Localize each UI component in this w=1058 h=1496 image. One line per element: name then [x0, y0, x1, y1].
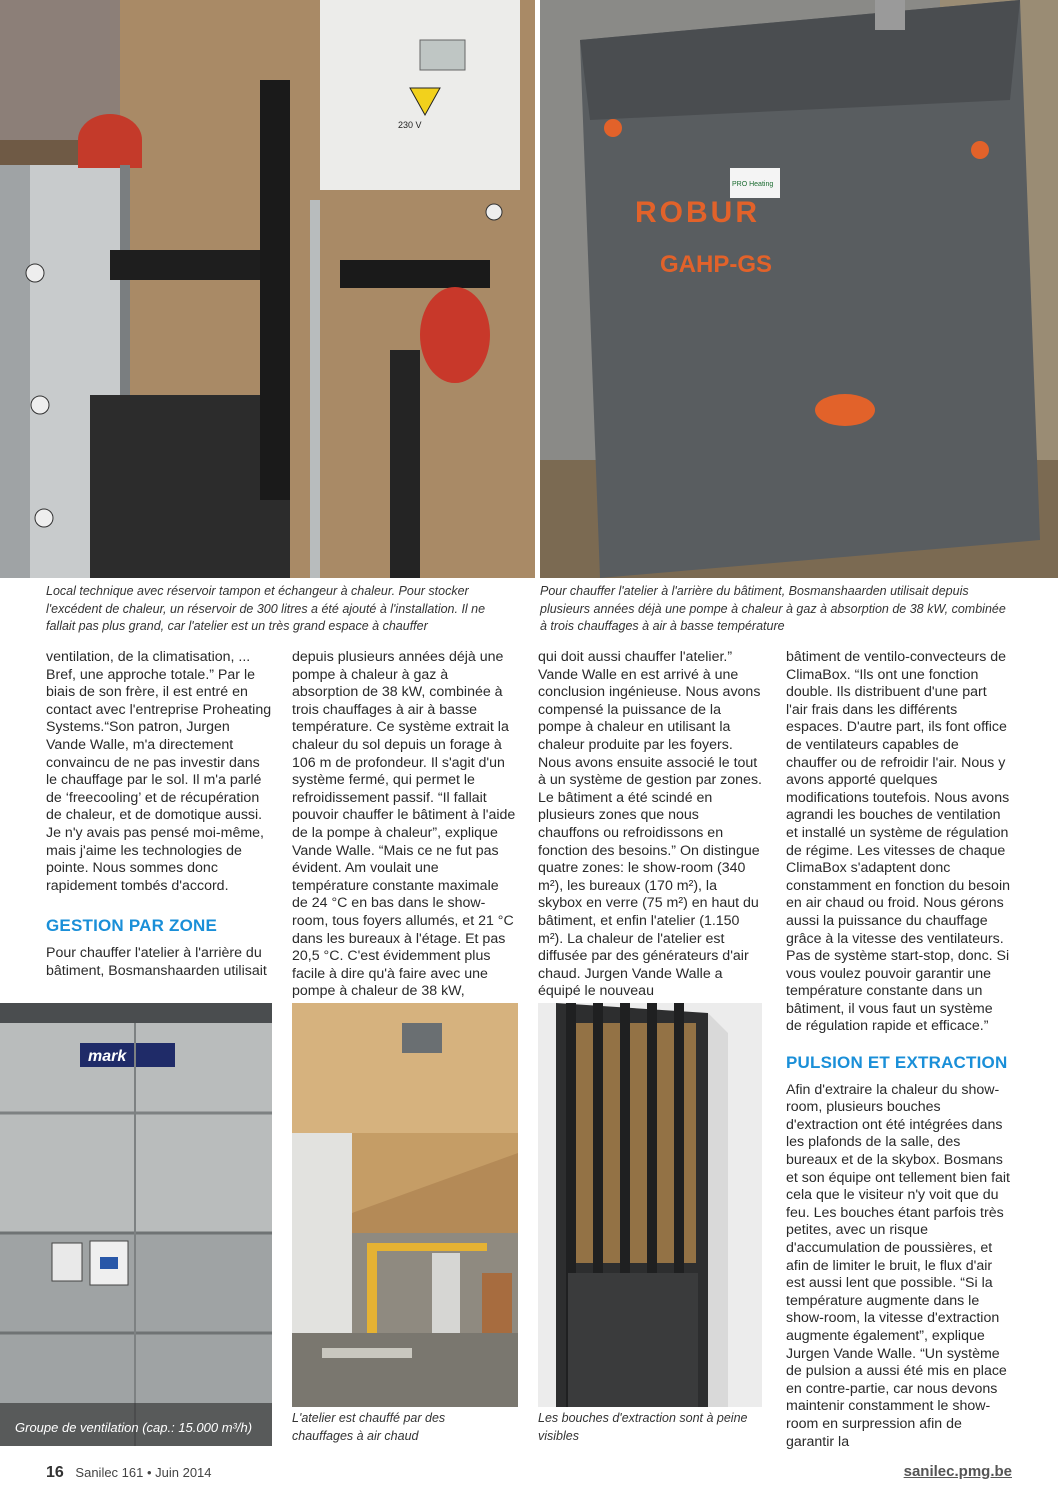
text-column-4 [786, 649, 1012, 1451]
page-number: 16 [46, 1464, 64, 1481]
robur-brand-text: ROBUR [635, 196, 760, 229]
photo-workshop [292, 1003, 518, 1407]
heading-pulsion-et-extraction: PULSION ET EXTRACTION [786, 1053, 1008, 1073]
footer-issue-info [46, 1464, 212, 1482]
gahp-model-text: GAHP-GS [660, 251, 773, 278]
column-2-paragraph-1: depuis plusieurs années déjà une pompe à chaleur à gaz à absorption de 38 kW, combinée à trois chauffages à air à basse température. Ce système extrait la chaleur du sol depuis un forage à 106 m de profondeur. Il s'agit d'un système fermé, qui permet le refroidissement passif. “Il fallait pouvoir chauffer le bâtiment à l'aide de la pompe à chaleur”, explique Vande Walle. “Mais ce ne fut pas évident. Am voulait une température constante maximale de 24 °C en bas dans le show-room, tous foyers allumés, et 21 °C dans les bureaux à l'étage. Et pas 20,5 °C. C'est évidemment plus facile à dire qu'à faire avec une pompe à chaleur de 38 kW, [292, 649, 516, 1000]
column-1-paragraph-1: ventilation, de la climatisation, ... Bref, une approche totale.” Par le biais de son frère, il est entré en contact avec l'entreprise Proheating Systems.“Son patron, Jurgen Vande Walle, m'a directement convaincu de ne pas investir dans le chauffage par le sol. Il m'a parlé de ‘freecooling’ et de récupération de chaleur, et de domotique aussi. Je n'y avais pas pensé moi-même, mais j'aime les technologies de pointe. Nous sommes donc rapidement tombés d'accord. [46, 649, 272, 894]
caption-photo-2: Pour chauffer l'atelier à l'arrière du bâtiment, Bosmanshaarden utilisait depuis plusieurs années déjà une pompe à chaleur à gaz à absorption de 38 kW, combinée à trois chauffages à air à basse température [540, 584, 1006, 633]
photo-robur-heat-pump [540, 0, 1058, 578]
voltage-sign-label: 230 V [398, 120, 422, 130]
heading-gestion-par-zone: GESTION PAR ZONE [46, 916, 218, 936]
column-3-paragraph-1: qui doit aussi chauffer l'atelier.” Vande Walle en est arrivé à une conclusion ingénieuse. Nous avons compensé la puissance de la pompe à chaleur en utilisant la chaleur produite par les foyers. Nous avons ensuite associé le tout à un système de gestion par zones. Le bâtiment a été scindé en plusieurs zones que nous chauffons ou refroidissons en fonction des besoins.” On distingue quatre zones: le show-room (340 m²), les bureaux (170 m²), la skybox en verre (75 m²) en haut du bâtiment, et enfin l'atelier (1.150 m²). La chaleur de l'atelier est diffusée par des générateurs d'air chaud. Jurgen Vande Walle a équipé le nouveau [538, 649, 762, 1000]
caption-photo-3: Groupe de ventilation (cap.: 15.000 m³/h) [15, 1420, 253, 1435]
text-column-1 [46, 649, 272, 980]
photo-extraction-vents [538, 1003, 762, 1407]
caption-photo-4: L'atelier est chauffé par des chauffages à air chaud [292, 1411, 446, 1443]
footer-website-link[interactable]: sanilec.pmg.be [903, 1463, 1012, 1480]
column-1-paragraph-2: Pour chauffer l'atelier à l'arrière du bâtiment, Bosmanshaarden utilisait [46, 944, 267, 979]
caption-photo-5: Les bouches d'extraction sont à peine visibles [538, 1411, 748, 1443]
column-4-paragraph-1: bâtiment de ventilo-convecteurs de ClimaBox. “Ils ont une fonction double. Ils distribuent d'une part l'air frais dans les différents espaces. D'autre part, ils font office de ventilateurs capables de chauffer ou de refroidir l'air. Nous y avons apporté quelques modifications toutefois. Nous avons agrandi les bouches de ventilation et installé un système de régulation de régime. Les vitesses de chaque ClimaBox s'adaptent donc constamment en fonction du besoin en air chaud ou froid. Nous gérons aussi la puissance du chauffage grâce à la vitesse des ventilateurs. Pas de système start-stop, donc. Si vous voulez pouvoir garantir une température constante dans un bâtiment, il vous faut un système de régulation rapide et efficace.” [786, 649, 1010, 1035]
proheating-sticker: PRO Heating [732, 181, 774, 188]
photo-ventilation-unit [0, 1003, 272, 1446]
caption-photo-1: Local technique avec réservoir tampon et échangeur à chaleur. Pour stocker l'excédent de chaleur, un réservoir de 300 litres a été ajouté à l'installation. Il ne fallait pas plus grand, car l'atelier est un très grand espace à chauffer [46, 584, 486, 633]
photo-technical-room [0, 0, 535, 578]
mark-unit-label: mark [88, 1048, 127, 1065]
column-4-paragraph-2: Afin d'extraire la chaleur du show-room, plusieurs bouches d'extraction ont été intégrées dans les plafonds de la salle, des bureaux et de la skybox. Bosmans et son équipe ont tellement bien fait cela que le visiteur n'y voit que du feu. Les bouches étant parfois très petites, avec un risque d'accumulation de poussières, et afin de limiter le bruit, le flux d'air est aussi lent que possible. “Si la température augmente dans le show-room, la vitesse d'extraction augmente également”, explique Jurgen Vande Walle. “Un système de pulsion a aussi été mis en place en contre-partie, car nous devons maintenir constamment le show-room en surpression afin de garantir la [786, 1081, 1011, 1450]
text-column-2 [292, 649, 518, 1001]
text-column-3 [538, 649, 764, 1001]
issue-label: Sanilec 161 • Juin 2014 [75, 1465, 212, 1480]
